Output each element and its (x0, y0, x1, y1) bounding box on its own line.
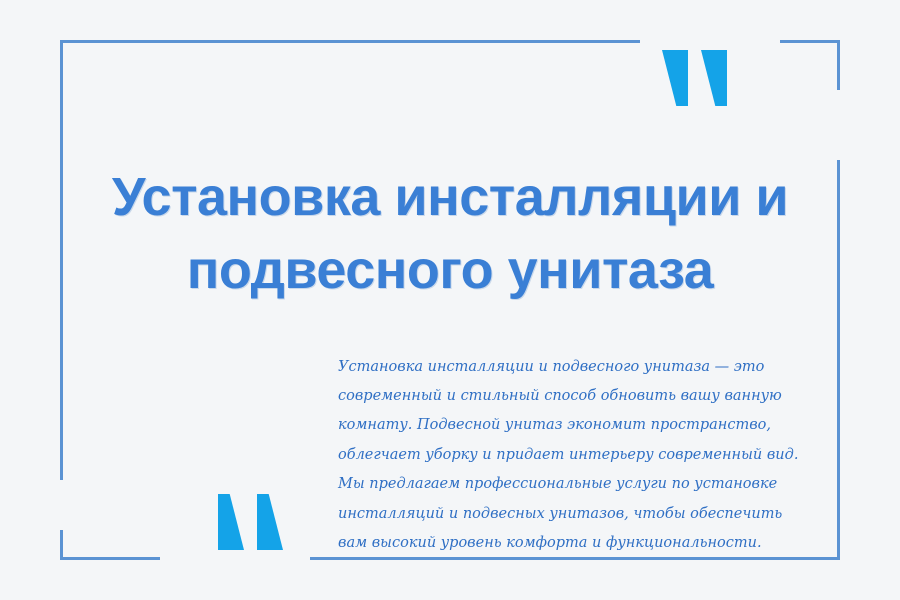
frame-edge-bottom-left (60, 557, 160, 560)
frame-edge-right-upper (837, 40, 840, 90)
body-paragraph: Установка инсталляции и подвесного унитаза — это современный и стильный способ обновить вашу ванную комнату. Подвесной унитаз экономит пространство, облегчает уборку и придает интерьеру современный вид. Мы предлагаем профессиональные услуги по установке инсталляций и подвесных унитазов, чтобы обеспечить вам высокий уровень комфорта и функциональности. (338, 358, 799, 552)
frame-edge-left-upper (60, 40, 63, 480)
frame-edge-top-left (60, 40, 640, 43)
quote-bar (257, 494, 283, 550)
frame-edge-top-right (780, 40, 840, 43)
quote-bar (662, 50, 688, 106)
page-title-line-1: Установка инсталляции и (111, 167, 789, 228)
page-title (90, 161, 810, 307)
frame-edge-left-lower (60, 530, 63, 560)
quote-bar (218, 494, 244, 550)
quote-mark-icon-top (662, 50, 727, 106)
quote-bar (701, 50, 727, 106)
frame-edge-right-lower (837, 160, 840, 560)
quote-mark-icon-bottom (218, 494, 283, 550)
page-title-line-2: подвесного унитаза (186, 240, 714, 301)
